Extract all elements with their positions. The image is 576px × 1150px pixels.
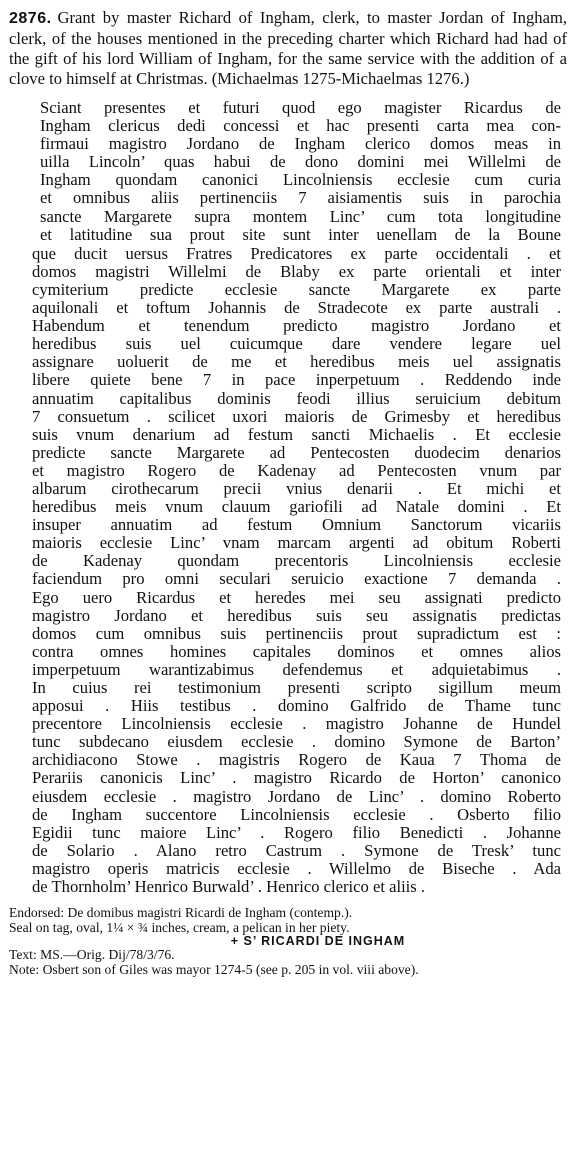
charter-line: Perariis canonicis Linc’ . magistro Ricardo de Horton’ canonico [32,768,561,788]
seal-description: Seal on tag, oval, 1¼ × ¾ inches, cream, a pelican in her piety. [9,919,350,935]
charter-line: cymiterium predicte ecclesie sancte Margarete ex parte [32,279,561,299]
charter-line: Ingham clericus dedi concessi et hac presenti carta mea con- [40,116,561,136]
charter-line: et omnibus aliis pertinenciis 7 aisiamentis suis in parochia [40,188,561,208]
charter-line: contra omnes homines capitales dominos et omnes alios [32,641,561,661]
charter-line: albarum cirothecarum precii vnius denarii . Et michi et [32,478,561,498]
charter-line: tunc subdecano eiusdem ecclesie . domino Symone de Barton’ [32,732,561,752]
charter-line: eiusdem ecclesie . magistro Jordano de Linc’ . domino Roberto [32,786,561,806]
charter-line: Sciant presentes et futuri quod ego magister Ricardus de [40,98,561,117]
charter-line: domos cum omnibus suis pertinenciis prout supradictum est : [32,623,561,643]
charter-line: et latitudine sua prout site sunt inter uenellam de la Boune [40,224,561,244]
charter-line: que ducit uersus Fratres Predicatores ex parte occidentali . et [32,243,561,263]
charter-line: precentore Lincolniensis ecclesie . magistro Johanne de Hundel [32,714,561,734]
charter-line: 7 consuetum . scilicet uxori maioris de Grimesby et heredibus [32,406,561,426]
charter-line: domos magistri Willelmi de Blaby ex parte orientali et inter [32,261,561,281]
charter-line: de Solario . Alano retro Castrum . Symone de Tresk’ tunc [32,840,561,860]
entry-summary: Grant by master Richard of Ingham, clerk, to master Jordan of Ingham, clerk, of the houses mentioned in the preceding charter which Richard had had of the gift of his lord William of Ingham, for the same service with the addition of a clove to himself at Christmas. (Michaelmas 1275-Michaelmas 1276.) [9,8,567,88]
charter-text-block-1 [40,99,561,244]
charter-line: suis vnum denarium ad festum sancti Michaelis . Et ecclesie [32,424,561,444]
charter-line: libere quiete bene 7 in pace inperpetuum . Reddendo inde [32,370,561,390]
charter-line: maioris ecclesie Linc’ vnam marcam argenti ad obitum Roberti [32,533,561,553]
charter-line: uilla Lincoln’ quas habui de dono domini mei Willelmi de [40,152,561,172]
charter-line: annuatim capitalibus dominis feodi illius seruicium debitum [32,388,561,408]
charter-line: assignare uoluerit de me et heredibus meis uel assignatis [32,352,561,372]
charter-line: Egidii tunc maiore Linc’ . Rogero filio Benedicti . Johanne [32,822,561,842]
charter-line: faciendum pro omni seculari seruicio exactione 7 demanda . [32,569,561,589]
entry-heading [9,8,567,89]
charter-line: de Ingham succentore Lincolniensis ecclesie . Osberto filio [32,804,561,824]
text-source-note: Text: MS.—Orig. Dij/78/3/76. [9,947,175,963]
charter-line: Habendum et tenendum predicto magistro Jordano et [32,316,561,336]
charter-line: archidiacono Stowe . magistris Rogero de Kaua 7 Thoma de [32,750,561,770]
entry-number: 2876. [9,10,52,27]
charter-text-block-2 [32,245,561,896]
charter-line: Ingham quondam canonici Lincolniensis ecclesie cum curia [40,170,561,190]
charter-line: In cuius rei testimonium presenti scripto sigillum meum [32,678,561,697]
charter-line: aquilonali et toftum Johannis de Stradecote ex parte australi . [32,298,561,318]
seal-legend: + S’ RICARDI DE INGHAM [230,934,406,949]
charter-line: predicte sancte Margarete ad Pentecosten duodecim denarios [32,442,561,462]
charter-line: magistro operis matricis ecclesie . Willelmo de Biseche . Ada [32,858,561,878]
charter-line: insuper annuatim ad festum Omnium Sanctorum vicariis [32,515,561,535]
charter-line: et magistro Rogero de Kadenay ad Pentecosten vnum par [32,460,561,480]
charter-line: Ego uero Ricardus et heredes mei seu assignati predicto [32,587,561,607]
charter-line: de Thornholm’ Henrico Burwald’ . Henrico clerico et aliis . [32,877,426,897]
charter-line: de Kadenay quondam precentoris Lincolniensis ecclesie [32,551,561,571]
charter-line: sancte Margarete supra montem Linc’ cum tota longitudine [40,206,561,226]
endorsement-note: Endorsed: De domibus magistri Ricardi de Ingham (contemp.). [9,905,353,921]
charter-line: magistro Jordano et heredibus suis seu assignatis predictas [32,605,561,625]
charter-line: imperpetuum warantizabimus defendemus et adquietabimus . [32,659,561,679]
editorial-notes [9,906,567,977]
charter-line: heredibus suis uel cuicumque dare vendere legare uel [32,334,561,354]
charter-line: firmaui magistro Jordano de Ingham clerico domos meas in [40,134,561,154]
charter-line: heredibus meis vnum clauum gariofili ad Natale domini . Et [32,497,561,517]
footnote: Note: Osbert son of Giles was mayor 1274-5 (see p. 205 in vol. viii above). [9,961,419,977]
charter-line: apposui . Hiis testibus . domino Galfrido de Thame tunc [32,696,561,716]
